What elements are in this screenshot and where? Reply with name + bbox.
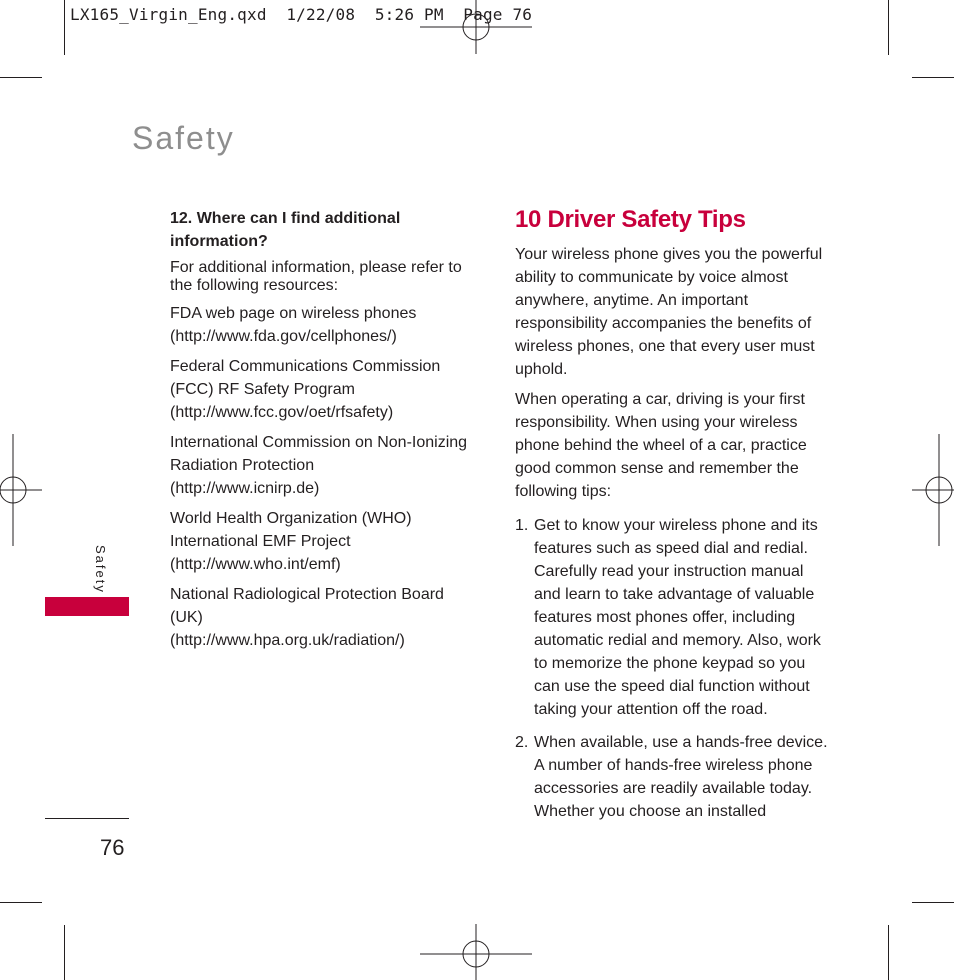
resource-who	[170, 507, 480, 576]
crop-mark	[912, 77, 954, 78]
resource-line: Radiation Protection	[170, 457, 315, 474]
crop-mark	[64, 0, 65, 55]
right-column	[515, 205, 830, 833]
tip-item	[515, 514, 830, 721]
section-heading: 10 Driver Safety Tips	[515, 206, 746, 233]
crop-mark	[64, 925, 65, 980]
tip-text: Get to know your wireless phone and its features such as speed dial and redial. Carefully read your instruction manual and learn to take advantage of valuable features most phones offer, including automatic redial and memory. Also, work to memorize the phone keypad so you can use the speed dial function without taking your attention off the road.	[534, 517, 821, 718]
side-tab-bar	[45, 597, 129, 616]
resource-line: (UK)	[170, 609, 203, 626]
registration-mark-top	[420, 0, 532, 56]
page-number: 76	[100, 835, 125, 860]
resource-line: International EMF Project	[170, 533, 351, 550]
resource-url: (http://www.icnirp.de)	[170, 480, 320, 497]
crop-mark	[0, 77, 42, 78]
tip-item	[515, 731, 830, 823]
resource-icnirp	[170, 431, 480, 500]
left-column	[170, 207, 480, 659]
resource-url: (http://www.fda.gov/cellphones/)	[170, 328, 397, 345]
resource-line: Federal Communications Commission	[170, 358, 441, 375]
resource-fcc	[170, 355, 480, 424]
tip-number: 1.	[515, 517, 529, 534]
page-header-title: Safety	[132, 120, 235, 156]
resource-line: International Commission on Non-Ionizing	[170, 434, 468, 451]
resource-line: (FCC) RF Safety Program	[170, 381, 355, 398]
question-heading: 12. Where can I find additional information?	[170, 210, 401, 250]
resource-line: World Health Organization (WHO)	[170, 510, 412, 527]
intro-paragraph: For additional information, please refer to the following resources:	[170, 259, 462, 294]
footer-rule	[45, 818, 129, 819]
resource-url: (http://www.fcc.gov/oet/rfsafety)	[170, 404, 394, 421]
intro-paragraph-2: When operating a car, driving is your first responsibility. When using your wireless phone behind the wheel of a car, practice good common sense and remember the following tips:	[515, 391, 807, 500]
tip-text: When available, use a hands-free device. A number of hands-free wireless phone accessories are readily available today. Whether you choose an installed	[534, 734, 828, 820]
file-slug: LX165_Virgin_Eng.qxd 1/22/08 5:26 PM Page 76	[70, 5, 533, 24]
tip-number: 2.	[515, 734, 529, 751]
resource-line: National Radiological Protection Board	[170, 586, 444, 603]
intro-paragraph-1: Your wireless phone gives you the powerful ability to communicate by voice almost anywhere, anytime. An important responsibility accompanies the benefits of wireless phones, one that every user must uphold.	[515, 246, 823, 378]
resource-nrpb	[170, 583, 480, 652]
crop-mark	[0, 902, 42, 903]
registration-mark-bottom	[420, 924, 532, 980]
side-tab-label: Safety	[93, 545, 108, 594]
crop-mark	[888, 0, 889, 55]
resource-line: FDA web page on wireless phones	[170, 305, 417, 322]
resource-fda	[170, 302, 480, 348]
crop-mark	[912, 902, 954, 903]
resource-url: (http://www.who.int/emf)	[170, 556, 341, 573]
crop-mark	[888, 925, 889, 980]
resource-url: (http://www.hpa.org.uk/radiation/)	[170, 632, 405, 649]
registration-mark-left	[0, 434, 42, 546]
registration-mark-right	[912, 434, 954, 546]
